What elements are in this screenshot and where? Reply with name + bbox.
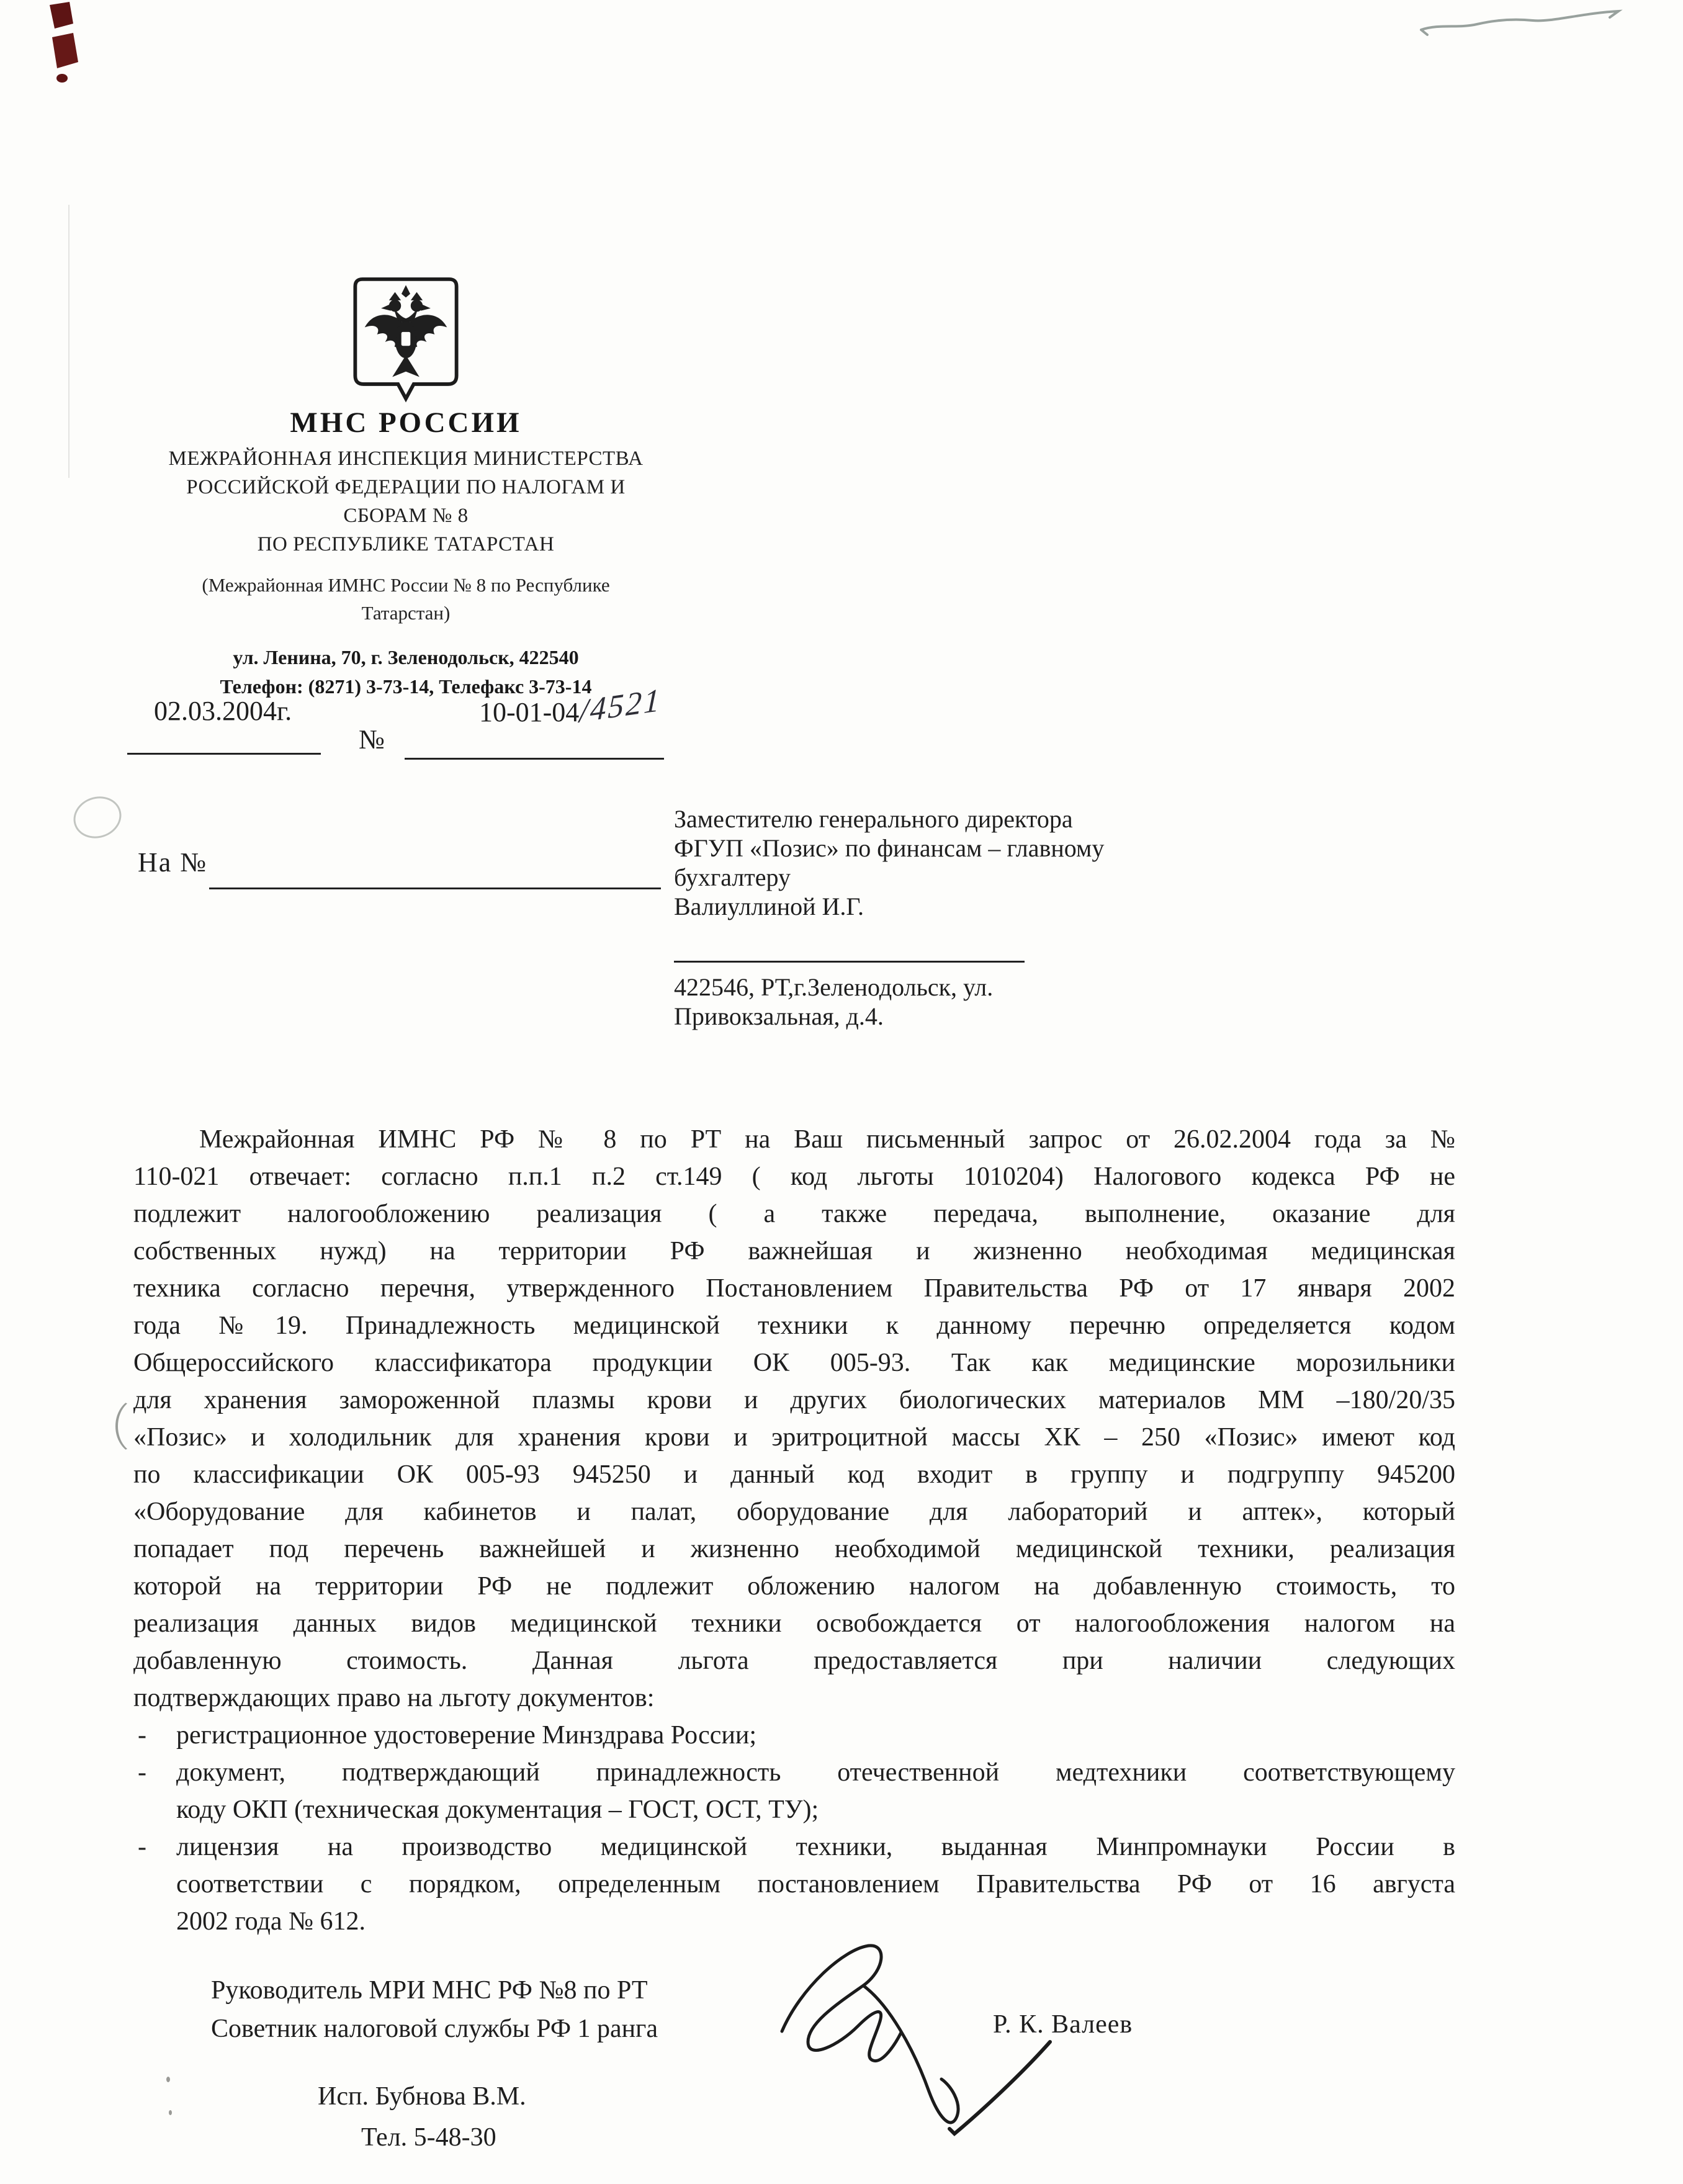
body-line-text: соответствии с порядком, определенным постановлением Правительства РФ от 16 августа: [176, 1870, 1455, 1899]
body-line-text: «Оборудование для кабинетов и палат, оборудование для лабораторий и аптек», который: [133, 1498, 1455, 1526]
body-line: [133, 1717, 1455, 1754]
body-line-text: Межрайонная ИМНС РФ № 8 по РТ на Ваш письменный запрос от 26.02.2004 года за №: [199, 1125, 1455, 1154]
body-line-text: 110-021 отвечает: согласно п.п.1 п.2 ст.149 ( код льготы 1010204) Налогового кодекса РФ не: [133, 1162, 1455, 1191]
body-line-text: подтверждающих право на льготу документов:: [133, 1684, 655, 1712]
bullet-marker: -: [138, 1721, 146, 1750]
number-underline: [405, 758, 664, 760]
body-line-text: 2002 года № 612.: [176, 1907, 366, 1936]
scan-speck: [166, 2077, 170, 2082]
body-line: [133, 1493, 1455, 1530]
pencil-squiggle-mark: [1419, 4, 1623, 38]
red-ink-scan-marks: [36, 1, 123, 88]
agency-address-line: Телефон: (8271) 3-73-14, Телефакс 3-73-14: [220, 675, 592, 698]
letter-body: [133, 1121, 1455, 1940]
letter-date: 02.03.2004г.: [154, 696, 292, 726]
body-line: [133, 1344, 1455, 1382]
scan-speck: [169, 2110, 172, 2115]
agency-address-line: ул. Ленина, 70, г. Зеленодольск, 422540: [233, 646, 579, 668]
body-line: [133, 1121, 1455, 1158]
body-line: [133, 1382, 1455, 1419]
body-line: [133, 1828, 1455, 1866]
hole-punch-mark: [68, 791, 127, 845]
date-underline: [127, 753, 321, 755]
recipient-line: бухгалтеру: [674, 863, 791, 891]
coat-of-arms-icon: [351, 277, 460, 405]
agency-short-name-lines: [116, 571, 696, 627]
bullet-marker: -: [138, 1758, 146, 1787]
signer-position-line: Советник налоговой службы РФ 1 ранга: [211, 2015, 658, 2043]
body-line-text: собственных нужд) на территории РФ важнейшая и жизненно необходимая медицинская: [133, 1237, 1455, 1265]
reply-to-label: На №: [138, 847, 208, 878]
agency-name-line: РОССИЙСКОЙ ФЕДЕРАЦИИ ПО НАЛОГАМ И: [186, 476, 626, 498]
recipient-separator-line: [674, 961, 1025, 963]
body-line: [133, 1679, 1455, 1717]
recipient-line: ФГУП «Позис» по финансам – главному: [674, 834, 1105, 862]
recipient-block: [674, 804, 1164, 1031]
recipient-address-line: 422546, РТ,г.Зеленодольск, ул.: [674, 973, 994, 1001]
body-line: [133, 1791, 1455, 1828]
recipient-address-lines: [674, 973, 1164, 1031]
letterhead: [116, 277, 696, 701]
agency-name-line: СБОРАМ № 8: [343, 505, 469, 527]
letter-number-printed: 10-01-04: [479, 697, 580, 727]
letter-number: [479, 682, 663, 730]
body-line: [133, 1866, 1455, 1903]
signer-name: Р. К. Валеев: [993, 2010, 1133, 2039]
executor-phone: Тел. 5-48-30: [361, 2123, 496, 2152]
recipient-line: Заместителю генерального директора: [674, 805, 1073, 833]
body-line: [133, 1307, 1455, 1344]
agency-short-name-line: (Межрайонная ИМНС России № 8 по Республике: [202, 574, 610, 596]
body-line: [133, 1419, 1455, 1456]
recipient-address-line: Привокзальная, д.4.: [674, 1002, 884, 1030]
body-line: [133, 1158, 1455, 1195]
numero-sign: №: [359, 724, 385, 755]
body-line-text: коду ОКП (техническая документация – ГОСТ, ОСТ, ТУ);: [176, 1795, 819, 1824]
recipient-line: Валиуллиной И.Г.: [674, 892, 864, 920]
body-line-text: для хранения замороженной плазмы крови и других биологических материалов ММ –180/20/35: [133, 1386, 1455, 1414]
body-line-text: Общероссийского классификатора продукции ОК 005-93. Так как медицинские морозильники: [133, 1349, 1455, 1377]
body-line: [133, 1530, 1455, 1568]
body-line-text: документ, подтверждающий принадлежность отечественной медтехники соответствующему: [176, 1758, 1455, 1787]
agency-name-lines: [116, 444, 696, 559]
body-line: [133, 1270, 1455, 1307]
body-line: [133, 1568, 1455, 1605]
body-line: [133, 1754, 1455, 1791]
bullet-marker: -: [138, 1833, 146, 1861]
body-line: [133, 1605, 1455, 1642]
agency-short-name-line: Татарстан): [361, 602, 451, 624]
recipient-lines: [674, 804, 1164, 921]
body-line-text: попадает под перечень важнейшей и жизненно необходимой медицинской техники, реализация: [133, 1535, 1455, 1563]
body-line: [133, 1195, 1455, 1233]
body-line-text: года №19. Принадлежность медицинской техники к данному перечню определяется кодом: [133, 1311, 1455, 1340]
body-line-text: по классификации ОК 005-93 945250 и данный код входит в группу и подгруппу 945200: [133, 1460, 1455, 1489]
signer-position-lines: [211, 1971, 658, 2048]
body-line-text: лицензия на производство медицинской техники, выданная Минпромнауки России в: [176, 1833, 1455, 1861]
executor-name: Исп. Бубнова В.М.: [318, 2082, 526, 2111]
body-line-text: «Позис» и холодильник для хранения крови и эритроцитной массы ХК – 250 «Позис» имеют код: [133, 1423, 1455, 1452]
paper-fold-line: [68, 205, 70, 478]
body-line: [133, 1233, 1455, 1270]
body-line-text: регистрационное удостоверение Минздрава России;: [176, 1721, 757, 1750]
body-line-text: которой на территории РФ не подлежит обложению налогом на добавленную стоимость, то: [133, 1572, 1455, 1601]
body-line-text: подлежит налогообложению реализация ( а также передача, выполнение, оказание для: [133, 1200, 1455, 1228]
signer-position-line: Руководитель МРИ МНС РФ №8 по РТ: [211, 1976, 648, 2005]
body-line-text: реализация данных видов медицинской техники освобождается от налогообложения налогом на: [133, 1609, 1455, 1638]
body-line: [133, 1642, 1455, 1679]
agency-name-line: МЕЖРАЙОННАЯ ИНСПЕКЦИЯ МИНИСТЕРСТВА: [168, 447, 644, 470]
body-line: [133, 1456, 1455, 1493]
reply-to-underline: [209, 888, 661, 889]
body-line-text: техника согласно перечня, утвержденного Постановлением Правительства РФ от 17 января 2002: [133, 1274, 1455, 1303]
body-line-text: добавленную стоимость. Данная льгота предоставляется при наличии следующих: [133, 1647, 1455, 1675]
agency-title: МНС РОССИИ: [290, 407, 522, 439]
letter-number-handwritten: /4521: [578, 682, 663, 730]
agency-name-line: ПО РЕСПУБЛИКЕ ТАТАРСТАН: [257, 533, 555, 555]
